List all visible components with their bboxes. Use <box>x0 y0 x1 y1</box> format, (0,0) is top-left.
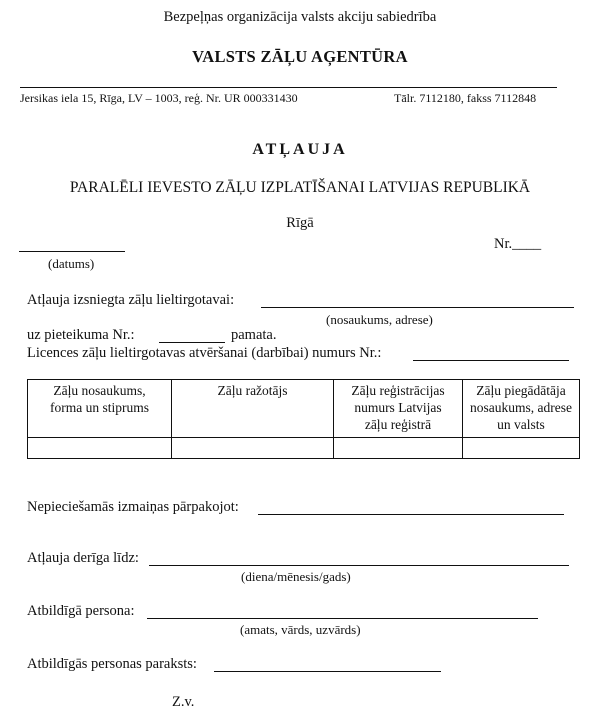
valid-until-caption: (diena/mēnesis/gads) <box>241 569 351 584</box>
date-line[interactable] <box>19 251 125 252</box>
agency-address: Jersikas iela 15, Rīga, LV – 1003, reģ. Nr. UR 000331430 <box>20 91 298 105</box>
table-header-row <box>28 380 580 438</box>
issued-to-label: Atļauja izsniegta zāļu lieltirgotavai: <box>27 292 235 308</box>
application-label: uz pieteikuma Nr.: <box>27 327 135 343</box>
changes-line[interactable] <box>258 514 564 515</box>
column-manufacturer: Zāļu ražotājs <box>172 380 334 438</box>
seal-placeholder: Z.v. <box>172 694 195 710</box>
organization-type: Bezpeļņas organizācija valsts akciju sabiedrība <box>163 9 437 25</box>
responsible-person-line[interactable] <box>147 618 538 619</box>
signature-label: Atbildīgās personas paraksts: <box>27 656 197 672</box>
licence-number-line[interactable] <box>413 360 569 361</box>
table-cell[interactable] <box>28 438 172 459</box>
column-medicine-name: Zāļu nosaukums, forma un stiprums <box>28 380 172 438</box>
column-registration-number: Zāļu reģistrācijas numurs Latvijas zāļu reģistrā <box>334 380 463 438</box>
valid-until-line[interactable] <box>149 565 569 566</box>
responsible-person-caption: (amats, vārds, uzvārds) <box>240 622 361 637</box>
valid-until-label: Atļauja derīga līdz: <box>27 550 139 566</box>
column-supplier: Zāļu piegādātāja nosaukums, adrese un valsts <box>463 380 580 438</box>
document-subtitle: PARALĒLI IEVESTO ZĀĻU IZPLATĪŠANAI LATVIJAS REPUBLIKĀ <box>69 179 531 196</box>
table-cell[interactable] <box>172 438 334 459</box>
agency-name: VALSTS ZĀĻU AĢENTŪRA <box>192 47 408 66</box>
changes-label: Nepieciešamās izmaiņas pārpakojot: <box>27 499 239 515</box>
medicine-table <box>27 379 580 459</box>
table-row <box>28 438 580 459</box>
issued-to-caption: (nosaukums, adrese) <box>326 312 433 327</box>
letterhead-divider <box>20 87 557 88</box>
licence-label: Licences zāļu lieltirgotavas atvēršanai (darbībai) numurs Nr.: <box>27 345 382 361</box>
issued-to-line[interactable] <box>261 307 574 308</box>
table-cell[interactable] <box>334 438 463 459</box>
signature-line[interactable] <box>214 671 441 672</box>
application-suffix: pamata. <box>231 327 277 343</box>
document-number: Nr.____ <box>494 236 542 252</box>
document-title: ATĻAUJA <box>252 141 348 158</box>
date-caption: (datums) <box>48 256 95 271</box>
responsible-person-label: Atbildīgā persona: <box>27 603 135 619</box>
agency-contacts: Tālr. 7112180, fakss 7112848 <box>394 91 537 105</box>
table-cell[interactable] <box>463 438 580 459</box>
place: Rīgā <box>286 215 314 231</box>
application-number-line[interactable] <box>159 342 225 343</box>
